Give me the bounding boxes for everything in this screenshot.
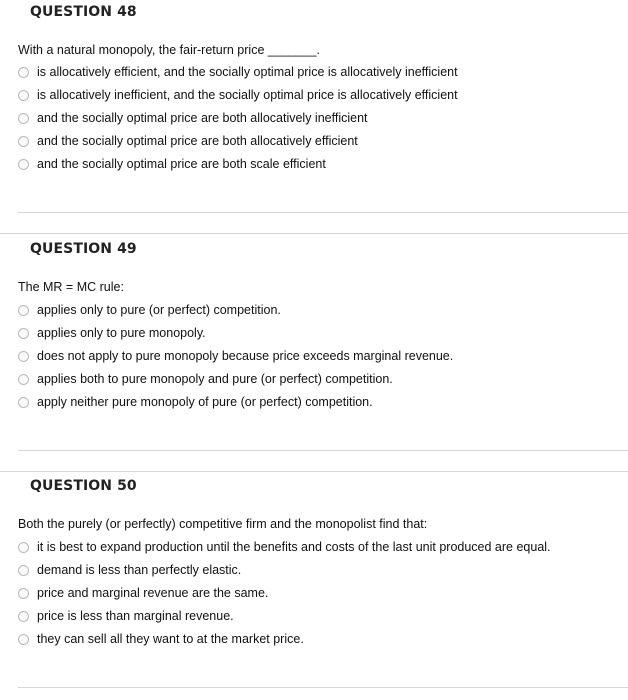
radio-button[interactable] (18, 159, 29, 170)
answer-option-label: it is best to expand production until the benefits and costs of the last unit produced are equal. (37, 540, 551, 554)
answer-option-c[interactable] (18, 583, 268, 603)
radio-button[interactable] (18, 611, 29, 622)
answer-option-b[interactable] (18, 560, 241, 580)
answer-option-label: is allocatively efficient, and the socially optimal price is allocatively inefficient (37, 65, 458, 79)
answer-option-label: applies only to pure (or perfect) competition. (37, 303, 281, 317)
answer-option-label: price is less than marginal revenue. (37, 609, 234, 623)
radio-button[interactable] (18, 397, 29, 408)
answer-option-c[interactable] (18, 346, 453, 366)
question-stem: With a natural monopoly, the fair-return price _______. (18, 43, 321, 57)
answer-option-b[interactable] (18, 323, 206, 343)
radio-button[interactable] (18, 136, 29, 147)
answer-option-label: price and marginal revenue are the same. (37, 586, 269, 600)
answer-option-c[interactable] (18, 108, 368, 128)
divider (0, 233, 628, 234)
answer-option-label: applies only to pure monopoly. (37, 326, 206, 340)
answer-option-label: is allocatively inefficient, and the socially optimal price is allocatively efficient (37, 88, 458, 102)
radio-button[interactable] (18, 374, 29, 385)
radio-button[interactable] (18, 565, 29, 576)
answer-option-label: applies both to pure monopoly and pure (or perfect) competition. (37, 372, 393, 386)
radio-button[interactable] (18, 634, 29, 645)
radio-button[interactable] (18, 67, 29, 78)
radio-button[interactable] (18, 351, 29, 362)
answer-option-d[interactable] (18, 131, 358, 151)
divider (18, 450, 628, 451)
answer-option-a[interactable] (18, 62, 458, 82)
radio-button[interactable] (18, 588, 29, 599)
question-title: QUESTION 49 (30, 241, 137, 257)
question-header (0, 0, 628, 34)
answer-option-label: and the socially optimal price are both allocatively inefficient (37, 111, 368, 125)
question-header (0, 237, 628, 271)
radio-button[interactable] (18, 113, 29, 124)
answer-option-d[interactable] (18, 369, 393, 389)
answer-option-label: does not apply to pure monopoly because price exceeds marginal revenue. (37, 349, 454, 363)
question-stem: The MR = MC rule: (18, 280, 124, 294)
answer-option-b[interactable] (18, 85, 458, 105)
answer-option-e[interactable] (18, 154, 326, 174)
radio-button[interactable] (18, 90, 29, 101)
question-title: QUESTION 48 (30, 4, 137, 20)
question-title: QUESTION 50 (30, 478, 137, 494)
answer-option-e[interactable] (18, 392, 373, 412)
radio-button[interactable] (18, 305, 29, 316)
answer-option-label: and the socially optimal price are both allocatively efficient (37, 134, 358, 148)
radio-button[interactable] (18, 328, 29, 339)
answer-option-e[interactable] (18, 629, 304, 649)
question-header (0, 474, 628, 508)
radio-button[interactable] (18, 542, 29, 553)
answer-option-label: they can sell all they want to at the market price. (37, 632, 304, 646)
divider (18, 212, 628, 213)
question-stem: Both the purely (or perfectly) competitive firm and the monopolist find that: (18, 517, 428, 531)
answer-option-d[interactable] (18, 606, 234, 626)
answer-option-a[interactable] (18, 537, 551, 557)
answer-option-label: apply neither pure monopoly of pure (or perfect) competition. (37, 395, 373, 409)
answer-option-label: and the socially optimal price are both scale efficient (37, 157, 326, 171)
divider (18, 687, 628, 688)
divider (0, 471, 628, 472)
answer-option-label: demand is less than perfectly elastic. (37, 563, 242, 577)
answer-option-a[interactable] (18, 300, 281, 320)
